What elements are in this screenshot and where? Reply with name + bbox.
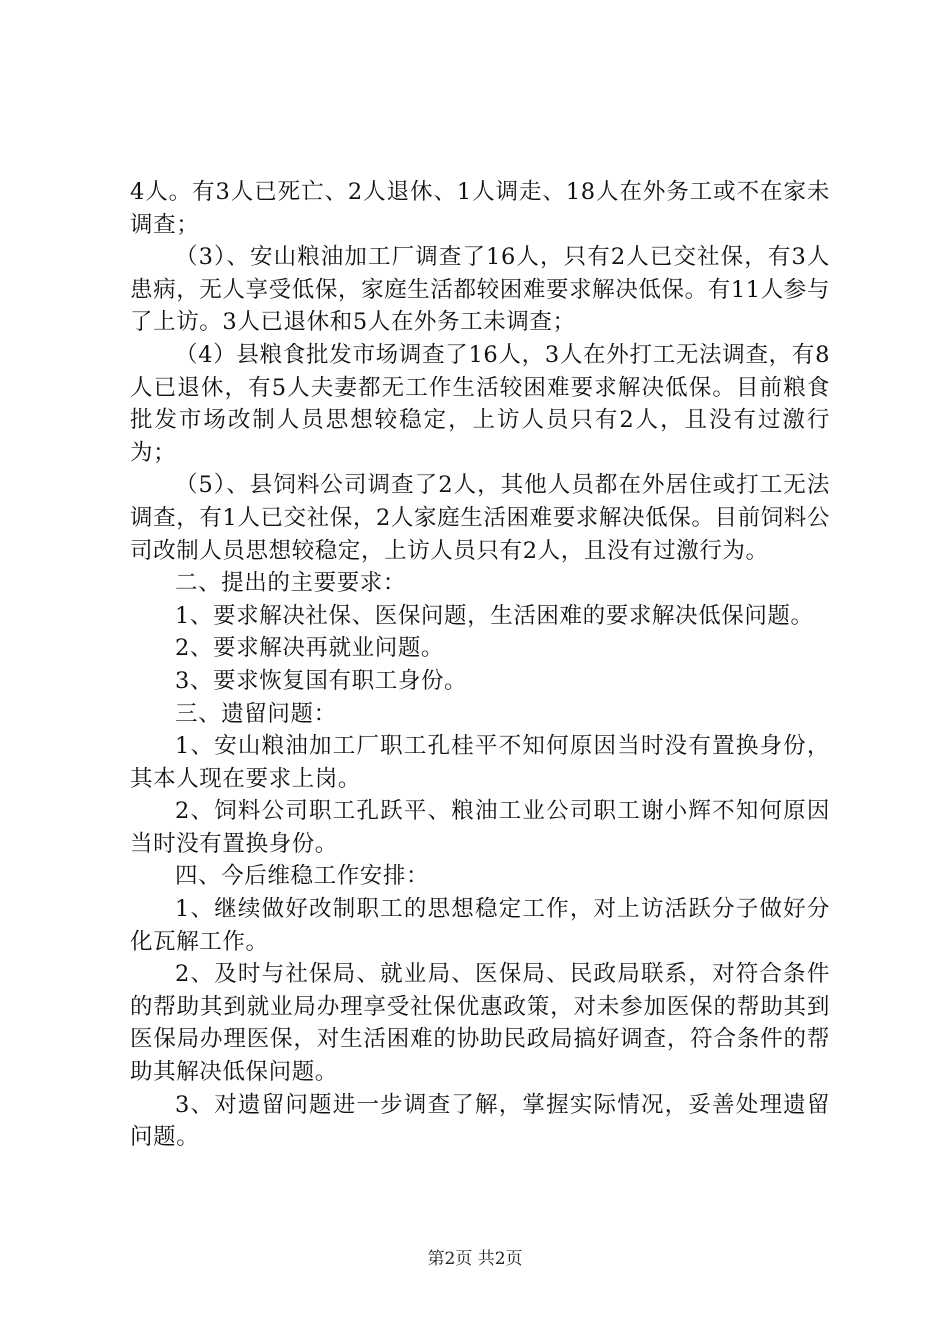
future-work-item-2: 2、及时与社保局、就业局、医保局、民政局联系，对符合条件的帮助其到就业局办理享受社保优惠政策，对未参加医保的帮助其到医保局办理医保，对生活困难的协助民政局搞好调查，符合条件的帮助其解决低保问题。	[130, 961, 830, 1086]
paragraph-item-3: （3）、安山粮油加工厂调查了16人，只有2人已交社保，有3人患病，无人享受低保，家庭生活都较困难要求解决低保。有11人参与了上访。3人已退休和5人在外务工未调查；	[130, 244, 830, 336]
legacy-issue-item-1: 1、安山粮油加工厂职工孔桂平不知何原因当时没有置换身份，其本人现在要求上岗。	[130, 733, 830, 792]
section-heading-future-work: 四、今后维稳工作安排：	[175, 863, 430, 890]
document-body	[130, 176, 830, 1154]
requirement-item-2: 2、要求解决再就业问题。	[175, 635, 445, 662]
requirement-item-3: 3、要求恢复国有职工身份。	[175, 667, 468, 694]
section-heading-legacy-issues: 三、遗留问题：	[175, 700, 337, 727]
requirement-item-1: 1、要求解决社保、医保问题，生活困难的要求解决低保问题。	[175, 602, 814, 629]
page-number-footer: 第2页 共2页	[427, 1249, 523, 1269]
section-heading-requirements: 二、提出的主要要求：	[175, 570, 407, 597]
legacy-issue-item-2: 2、饲料公司职工孔跃平、粮油工业公司职工谢小辉不知何原因当时没有置换身份。	[130, 798, 830, 857]
paragraph-item-4: （4）县粮食批发市场调查了16人，3人在外打工无法调查，有8人已退休，有5人夫妻都无工作生活较困难要求解决低保。目前粮食批发市场改制人员思想较稳定，上访人员只有2人，且没有过激行为；	[130, 341, 830, 466]
future-work-item-1: 1、继续做好改制职工的思想稳定工作，对上访活跃分子做好分化瓦解工作。	[130, 896, 830, 955]
future-work-item-3: 3、对遗留问题进一步调查了解，掌握实际情况，妥善处理遗留问题。	[130, 1091, 830, 1151]
paragraph-item-5: （5）、县饲料公司调查了2人，其他人员都在外居住或打工无法调查，有1人已交社保，2人家庭生活困难要求解决低保。目前饲料公司改制人员思想较稳定，上访人员只有2人，且没有过激行为。	[130, 472, 830, 564]
paragraph-continuation: 4人。有3人已死亡、2人退休、1人调走、18人在外务工或不在家未调查；	[130, 179, 830, 238]
